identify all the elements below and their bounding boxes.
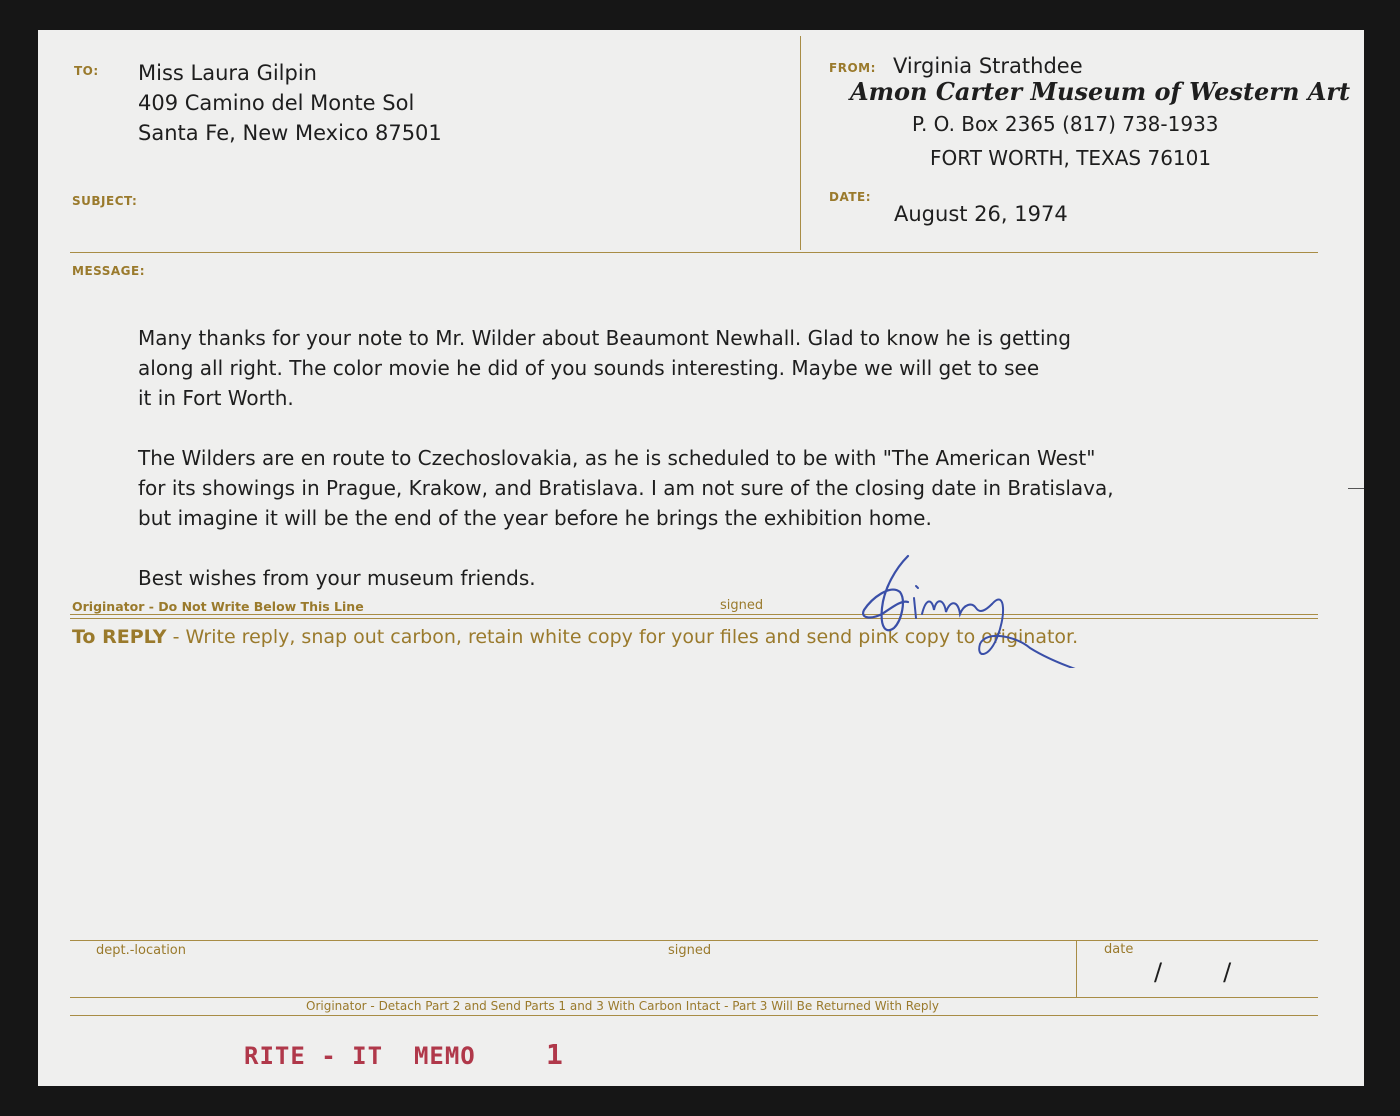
sender-name: Virginia Strathdee — [893, 54, 1083, 78]
date-label: DATE: — [829, 190, 871, 204]
message-line: but imagine it will be the end of the year before he brings the exhibition home. — [138, 506, 932, 530]
margin-tick — [1348, 488, 1364, 489]
originator-rule-double — [70, 618, 1318, 619]
reply-heading: To REPLY — [72, 626, 167, 648]
memo-date: August 26, 1974 — [894, 202, 1068, 226]
museum-name: Amon Carter Museum of Western Art — [850, 77, 1351, 106]
message-line: Many thanks for your note to Mr. Wilder about Beaumont Newhall. Glad to know he is getting — [138, 326, 1071, 350]
signed-label: signed — [720, 598, 764, 613]
bottom-form-bottom-rule — [70, 1015, 1318, 1016]
part-number: 1 — [546, 1038, 563, 1071]
detach-instruction: Originator - Detach Part 2 and Send Parts 1 and 3 With Carbon Intact - Part 3 Will Be Returned With Reply — [306, 999, 939, 1013]
rite-it-memo-brand: RITE - IT MEMO — [244, 1042, 476, 1070]
originator-rule — [70, 614, 1318, 615]
message-closing: Best wishes from your museum friends. — [138, 566, 536, 590]
reply-text: - Write reply, snap out carbon, retain white copy for your files and send pink copy to originator. — [166, 626, 1079, 648]
sender-address-line1: P. O. Box 2365 (817) 738-1933 — [912, 112, 1219, 136]
date-field-slashes: / / — [1154, 958, 1232, 986]
originator-instruction: Originator - Do Not Write Below This Line — [72, 599, 364, 614]
subject-label: SUBJECT: — [72, 194, 138, 208]
recipient-name: Miss Laura Gilpin — [138, 61, 317, 85]
from-label: FROM: — [829, 61, 876, 75]
to-label: TO: — [74, 64, 99, 78]
message-line: for its showings in Prague, Krakow, and Bratislava. I am not sure of the closing date in Bratislava, — [138, 476, 1114, 500]
recipient-address — [138, 58, 442, 148]
paragraph-gap — [138, 413, 1114, 443]
handwritten-signature — [856, 548, 1086, 668]
signed-label-bottom: signed — [668, 943, 712, 958]
date-field-divider — [1076, 940, 1077, 998]
message-line: along all right. The color movie he did of you sounds interesting. Maybe we will get to see — [138, 356, 1040, 380]
message-line: The Wilders are en route to Czechoslovakia, as he is scheduled to be with "The American West" — [138, 446, 1096, 470]
dept-location-label: dept.-location — [96, 943, 187, 958]
recipient-city: Santa Fe, New Mexico 87501 — [138, 121, 442, 145]
message-rule — [70, 252, 1318, 253]
recipient-street: 409 Camino del Monte Sol — [138, 91, 415, 115]
date-label-bottom: date — [1104, 942, 1134, 957]
memo-sheet — [38, 30, 1364, 1086]
bottom-form-top-rule — [70, 940, 1318, 941]
message-label: MESSAGE: — [72, 264, 146, 278]
header-divider — [800, 36, 801, 250]
message-line: it in Fort Worth. — [138, 386, 294, 410]
sender-address-line2: FORT WORTH, TEXAS 76101 — [930, 146, 1212, 170]
bottom-form-rule — [70, 997, 1318, 998]
